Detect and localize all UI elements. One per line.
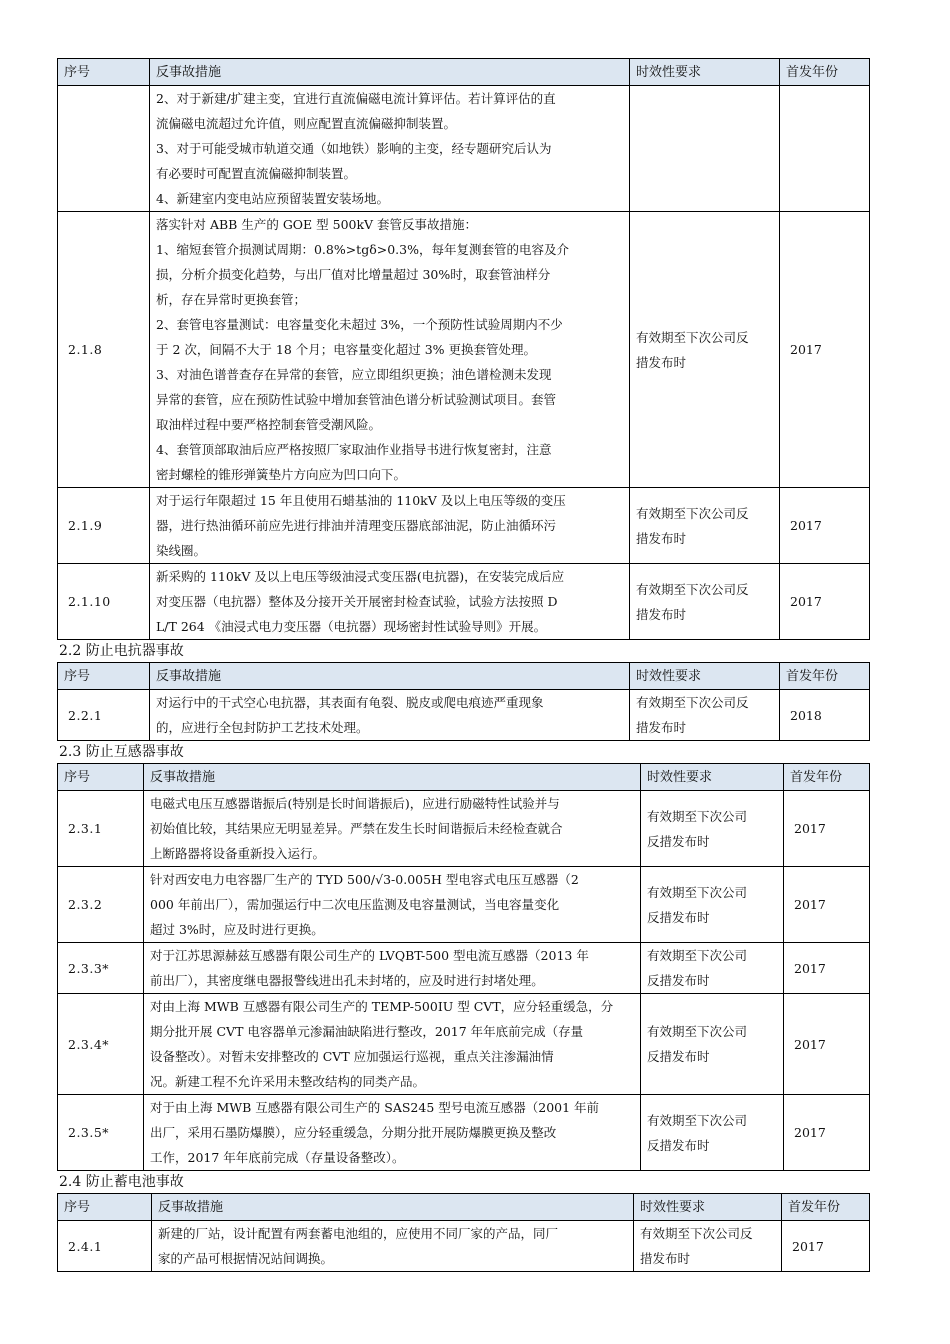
table-row (58, 1221, 870, 1272)
row-year: 2017 (784, 943, 870, 994)
row-no: 2.4.1 (58, 1221, 152, 1272)
table-row (58, 564, 870, 640)
header-no: 序号 (58, 663, 150, 690)
header-timing: 时效性要求 (630, 59, 780, 86)
header-measure: 反事故措施 (144, 764, 641, 791)
row-measure-text: 对于江苏思源赫兹互感器有限公司生产的 LVQBT-500 型电流互感器（2013 年 前出厂），其密度继电器报警线进出孔未封堵的，应及时进行封堵处理。 (150, 948, 589, 988)
row-measure (150, 212, 630, 488)
row-no (58, 86, 150, 212)
header-year: 首发年份 (780, 59, 870, 86)
row-timing (641, 791, 784, 867)
table-row (58, 943, 870, 994)
header-no: 序号 (58, 1194, 152, 1221)
table-row (58, 690, 870, 741)
row-measure-text: 落实针对 ABB 生产的 GOE 型 500kV 套管反事故措施： 1、缩短套管介损测试周期：0.8%>tgδ>0.3%，每年复测套管的电容及介 损，分析介损变化趋势，与出厂值对比增量超过 30%时，取套管油样分 析，存在异常时更换套管； 2、套管电容量测试：电容量变化未超过 3%，一个预防性试验周期内不少 于 2 次，间隔不大于 18 个月；电容量变化超过 3% 更换套管处理。 3、对油色谱普查存在异常的套管，应立即组织更换；油色谱检测未发现 异常的套管，应在预防性试验中增加套管油色谱分析试验测试项目。套管 取油样过程中要严格控制套管受潮风险。 4、套管顶部取油后应严格按照厂家取油作业指导书进行恢复密封，注意 密封螺栓的锥形弹簧垫片方向应为凹口向下。 (156, 217, 569, 482)
header-measure: 反事故措施 (150, 59, 630, 86)
row-timing (641, 943, 784, 994)
header-no: 序号 (58, 764, 144, 791)
row-measure (150, 86, 630, 212)
document-page (57, 58, 869, 1272)
table-header-row (58, 764, 870, 791)
header-year: 首发年份 (782, 1194, 870, 1221)
row-measure-text: 对于运行年限超过 15 年且使用石蜡基油的 110kV 及以上电压等级的变压 器，进行热油循环前应先进行排油并清理变压器底部油泥，防止油循环污 染线圈。 (156, 493, 566, 558)
section-title-transformer-instrument: 2.3 防止互感器事故 (59, 744, 184, 760)
row-timing (641, 867, 784, 943)
row-measure (144, 791, 641, 867)
row-timing (630, 564, 780, 640)
row-timing (630, 86, 780, 212)
row-measure (144, 1095, 641, 1171)
measures-table-transformer (57, 58, 870, 640)
table-row (58, 212, 870, 488)
table-row (58, 1095, 870, 1171)
row-timing-text: 有效期至下次公司 反措发布时 (647, 1024, 748, 1064)
table-row (58, 994, 870, 1095)
row-measure-text: 2、对于新建/扩建主变，宜进行直流偏磁电流计算评估。若计算评估的直 流偏磁电流超过允许值，则应配置直流偏磁抑制装置。 3、对于可能受城市轨道交通（如地铁）影响的主变，经专题研究后认为 有必要时可配置直流偏磁抑制装置。 4、新建室内变电站应预留装置安装场地。 (156, 91, 556, 206)
row-year: 2017 (780, 564, 870, 640)
row-no: 2.3.1 (58, 791, 144, 867)
table-header-row (58, 1194, 870, 1221)
table-row (58, 867, 870, 943)
row-measure (150, 690, 630, 741)
section-title-battery: 2.4 防止蓄电池事故 (59, 1174, 184, 1190)
row-timing-text: 有效期至下次公司反 措发布时 (636, 581, 749, 622)
row-timing-text: 有效期至下次公司反 措发布时 (636, 329, 749, 370)
row-measure-text: 新建的厂站，设计配置有两套蓄电池组的，应使用不同厂家的产品，同厂 家的产品可根据情况站间调换。 (158, 1226, 559, 1266)
row-year: 2017 (784, 791, 870, 867)
measures-table-battery (57, 1193, 870, 1272)
row-timing (630, 212, 780, 488)
row-no: 2.3.2 (58, 867, 144, 943)
row-no: 2.2.1 (58, 690, 150, 741)
row-timing (641, 994, 784, 1095)
table-row (58, 86, 870, 212)
row-no: 2.1.10 (58, 564, 150, 640)
row-measure (150, 488, 630, 564)
row-year (780, 86, 870, 212)
header-timing: 时效性要求 (641, 764, 784, 791)
row-year: 2017 (782, 1221, 870, 1272)
row-no: 2.3.5* (58, 1095, 144, 1171)
header-measure: 反事故措施 (150, 663, 630, 690)
header-timing: 时效性要求 (634, 1194, 782, 1221)
row-timing-text: 有效期至下次公司 反措发布时 (647, 884, 748, 925)
row-year: 2018 (780, 690, 870, 741)
row-measure-text: 新采购的 110kV 及以上电压等级油浸式变压器(电抗器)，在安装完成后应 对变压器（电抗器）整体及分接开关开展密封检查试验，试验方法按照 D L/T 264 《油浸式电力变压器（电抗器）现场密封性试验导则》开展。 (156, 569, 565, 634)
table-row (58, 488, 870, 564)
row-measure-text: 对运行中的干式空心电抗器，其表面有龟裂、脱皮或爬电痕迹严重现象 的，应进行全包封防护工艺技术处理。 (156, 695, 544, 735)
row-timing-text: 有效期至下次公司反 措发布时 (636, 505, 749, 546)
row-timing (641, 1095, 784, 1171)
row-measure (144, 867, 641, 943)
row-measure-text: 电磁式电压互感器谐振后(特别是长时间谐振后)，应进行励磁特性试验并与 初始值比较，其结果应无明显差异。严禁在发生长时间谐振后未经检查就合 上断路器将设备重新投入运行。 (150, 796, 563, 861)
row-timing-text: 有效期至下次公司反 措发布时 (640, 1226, 753, 1266)
table-row (58, 791, 870, 867)
header-measure: 反事故措施 (152, 1194, 634, 1221)
section-title-reactor: 2.2 防止电抗器事故 (59, 643, 184, 659)
row-timing-text: 有效期至下次公司反 措发布时 (636, 695, 749, 735)
row-measure (144, 994, 641, 1095)
header-year: 首发年份 (780, 663, 870, 690)
row-timing (630, 690, 780, 741)
row-no: 2.3.4* (58, 994, 144, 1095)
row-timing (634, 1221, 782, 1272)
row-timing-text: 有效期至下次公司 反措发布时 (647, 1112, 748, 1153)
row-measure-text: 对由上海 MWB 互感器有限公司生产的 TEMP-500IU 型 CVT，应分轻重缓急，分 期分批开展 CVT 电容器单元渗漏油缺陷进行整改，2017 年年底前完成（存量 设备整改）。对暂未安排整改的 CVT 应加强运行巡视，重点关注渗漏油情 况。新建工程不允许采用未整改结构的同类产品。 (150, 999, 614, 1089)
row-measure-text: 对于由上海 MWB 互感器有限公司生产的 SAS245 型号电流互感器（2001 年前 出厂，采用石墨防爆膜），应分轻重缓急，分期分批开展防爆膜更换及整改 工作，2017 年年底前完成（存量设备整改）。 (150, 1100, 600, 1165)
header-no: 序号 (58, 59, 150, 86)
table-header-row (58, 663, 870, 690)
measures-table-reactor (57, 662, 870, 741)
row-measure-text: 针对西安电力电容器厂生产的 TYD 500/√3-0.005H 型电容式电压互感器（2 000 年前出厂），需加强运行中二次电压监测及电容量测试，当电容量变化 超过 3%时，应及时进行更换。 (150, 872, 579, 937)
measures-table-instrument-transformer (57, 763, 870, 1171)
header-year: 首发年份 (784, 764, 870, 791)
row-measure (144, 943, 641, 994)
row-no: 2.3.3* (58, 943, 144, 994)
row-year: 2017 (784, 1095, 870, 1171)
row-year: 2017 (780, 212, 870, 488)
row-year: 2017 (780, 488, 870, 564)
row-no: 2.1.9 (58, 488, 150, 564)
row-no: 2.1.8 (58, 212, 150, 488)
row-timing-text: 有效期至下次公司 反措发布时 (647, 948, 748, 988)
table-header-row (58, 59, 870, 86)
row-measure (150, 564, 630, 640)
row-measure (152, 1221, 634, 1272)
row-timing (630, 488, 780, 564)
header-timing: 时效性要求 (630, 663, 780, 690)
row-timing-text: 有效期至下次公司 反措发布时 (647, 808, 748, 849)
row-year: 2017 (784, 994, 870, 1095)
row-year: 2017 (784, 867, 870, 943)
